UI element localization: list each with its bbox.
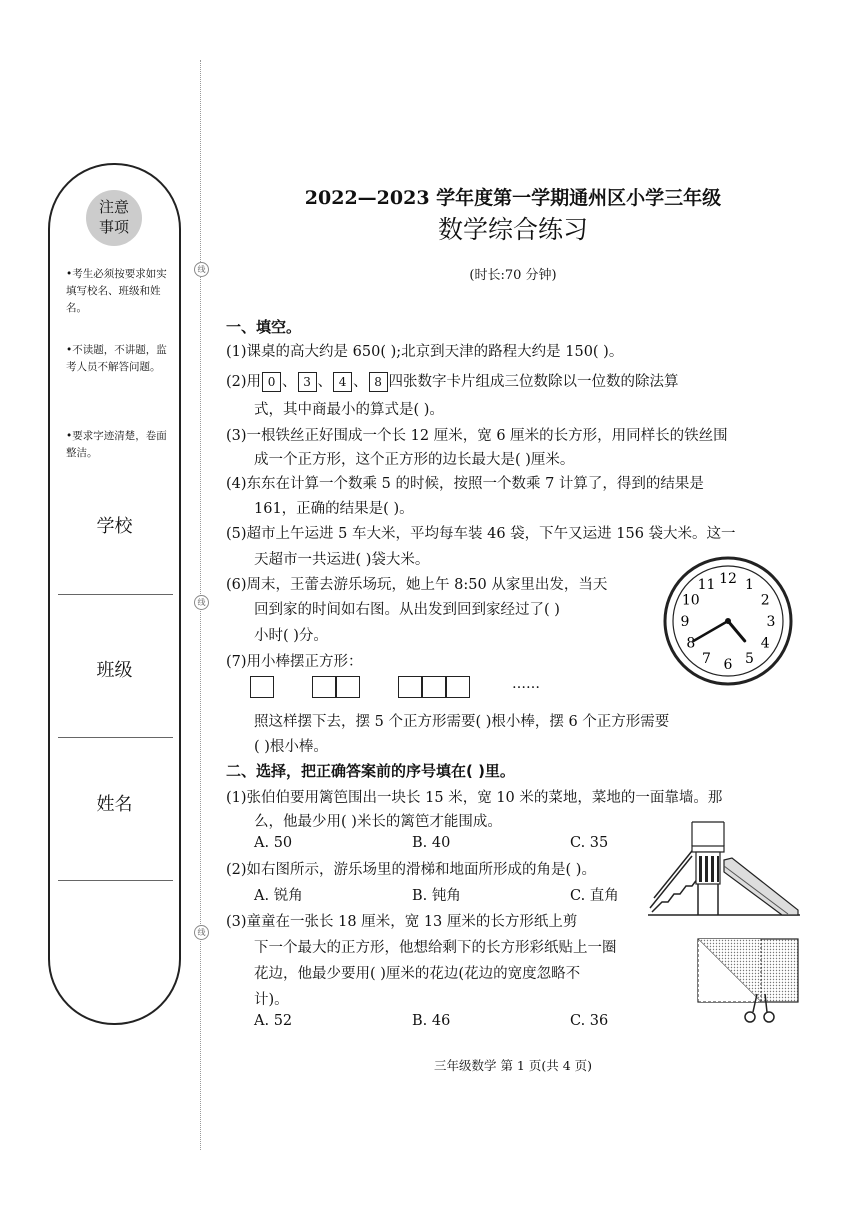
clock-numeral: 4 xyxy=(760,635,770,652)
digit-card-3: 3 xyxy=(298,372,317,392)
q2-2-option-c: C. 直角 xyxy=(570,888,619,904)
cut-mark: 线 xyxy=(194,595,209,610)
question-1-7-line2: 照这样摆下去，摆 5 个正方形需要( )根小棒，摆 6 个正方形需要 xyxy=(254,714,670,730)
rule-3: •要求字迹清楚，卷面整洁。 xyxy=(66,430,167,459)
question-1-6-line3: 小时( )分。 xyxy=(254,628,328,644)
question-1-4-line2: 161，正确的结果是( )。 xyxy=(254,501,414,517)
school-field-label: 学校 xyxy=(96,516,133,537)
question-1-5-line2: 天超市一共运进( )袋大米。 xyxy=(254,552,430,568)
question-1-7-line1: (7)用小棒摆正方形： xyxy=(226,654,363,670)
clock-numeral: 1 xyxy=(745,576,754,593)
exam-subtitle: 数学综合练习 xyxy=(437,215,588,244)
q2-2-option-b: B. 钝角 xyxy=(412,888,461,904)
stick-square xyxy=(312,676,336,698)
clock-numeral: 7 xyxy=(702,651,711,668)
notice-line2: 事项 xyxy=(98,218,129,236)
stick-square xyxy=(336,676,360,698)
clock-numeral: 8 xyxy=(686,635,696,652)
name-field-label: 姓名 xyxy=(96,794,133,815)
digit-card-8: 8 xyxy=(369,372,388,392)
paper-cut-figure xyxy=(697,936,800,1026)
clock-numeral: 10 xyxy=(681,592,700,609)
question-2-1-line2: 么，他最少用( )米长的篱笆才能围成。 xyxy=(254,814,502,830)
exam-title: 2022—2023 学年度第一学期通州区小学三年级 xyxy=(304,187,722,209)
stick-square xyxy=(398,676,422,698)
class-field-label: 班级 xyxy=(96,660,133,681)
stick-squares-figure xyxy=(250,676,490,702)
clock-figure xyxy=(658,556,798,686)
slide-figure xyxy=(648,810,800,920)
stick-square xyxy=(422,676,446,698)
clock-numeral: 12 xyxy=(719,571,737,587)
question-2-2-line1: (2)如右图所示，游乐场里的滑梯和地面所形成的角是( )。 xyxy=(226,862,596,878)
clock-numeral: 6 xyxy=(723,657,733,673)
clock-numeral: 9 xyxy=(680,614,690,630)
divider xyxy=(58,880,173,881)
q2-1-option-a: A. 50 xyxy=(254,835,293,851)
question-2-3-line3: 花边，他最少要用( )厘米的花边(花边的宽度忽略不 xyxy=(254,966,581,982)
clock-center xyxy=(725,618,731,624)
stair-rail xyxy=(654,846,696,898)
q2-prefix: (2)用 xyxy=(226,374,262,390)
digit-card-0: 0 xyxy=(262,372,281,392)
clock-numeral: 5 xyxy=(745,651,754,668)
question-2-1-line1: (1)张伯伯要用篱笆围出一块长 15 米，宽 10 米的菜地，菜地的一面靠墙。那 xyxy=(226,790,723,806)
question-1-6-line1: (6)周末，王蕾去游乐场玩，她上午 8:50 从家里出发，当天 xyxy=(226,577,608,593)
question-1-3-line2: 成一个正方形，这个正方形的边长最大是( )厘米。 xyxy=(254,452,575,468)
cut-mark: 线 xyxy=(194,925,209,940)
question-1-5-line1: (5)超市上午运进 5 车大米，平均每车装 46 袋，下午又运进 156 袋大米。这一 xyxy=(226,526,736,542)
stick-square xyxy=(250,676,274,698)
q2-3-option-a: A. 52 xyxy=(254,1013,293,1029)
exam-duration: (时长:70 分钟) xyxy=(469,268,557,283)
digit-card-4: 4 xyxy=(333,372,352,392)
q2-1-option-c: C. 35 xyxy=(570,835,609,851)
section1-heading: 一、填空。 xyxy=(226,318,302,336)
stair-rail xyxy=(650,856,692,908)
slide-chute xyxy=(724,858,798,915)
q2-3-option-c: C. 36 xyxy=(570,1013,609,1029)
rule-2: •不读题，不讲题，监考人员不解答问题。 xyxy=(66,344,167,373)
question-2-3-line4: 计)。 xyxy=(254,992,289,1008)
question-1-2-line2: 式，其中商最小的算式是( )。 xyxy=(254,402,444,418)
cut-mark: 线 xyxy=(194,262,209,277)
question-1-7-line3: ( )根小棒。 xyxy=(254,739,328,755)
notice-badge xyxy=(86,190,142,246)
clock-numeral: 3 xyxy=(766,614,776,630)
clock-numeral: 2 xyxy=(760,592,770,609)
question-1-3-line1: (3)一根铁丝正好围成一个长 12 厘米，宽 6 厘米的长方形，用同样长的铁丝围 xyxy=(226,428,728,444)
question-2-3-line2: 下一个最大的正方形，他想给剩下的长方形彩纸贴上一圈 xyxy=(254,940,617,956)
question-1-1: (1)课桌的高大约是 650( );北京到天津的路程大约是 150( )。 xyxy=(226,344,624,360)
q2-suffix: 四张数字卡片组成三位数除以一位数的除法算 xyxy=(388,374,679,390)
question-1-4-line1: (4)东东在计算一个数乘 5 的时候，按照一个数乘 7 计算了，得到的结果是 xyxy=(226,476,704,492)
question-1-6-line2: 回到家的时间如右图。从出发到回到家经过了( ) xyxy=(254,602,560,618)
question-2-3-line1: (3)童童在一张长 18 厘米，宽 13 厘米的长方形纸上剪 xyxy=(226,914,578,930)
q2-3-option-b: B. 46 xyxy=(412,1013,451,1029)
tower-top xyxy=(692,846,724,852)
q2-1-option-b: B. 40 xyxy=(412,835,451,851)
q2-2-option-a: A. 锐角 xyxy=(254,888,303,904)
stick-square xyxy=(446,676,470,698)
divider xyxy=(58,594,173,595)
question-1-2-line1: (2)用 0 、 3 、 4 、 8 四张数字卡片组成三位数除以一位数的除法算 xyxy=(226,374,679,390)
clock-numeral: 11 xyxy=(697,576,716,593)
stick-continue-dots: …… xyxy=(512,676,540,692)
notice-line1: 注意 xyxy=(98,198,129,216)
page-footer: 三年级数学 第 1 页(共 4 页) xyxy=(433,1058,593,1073)
rule-1: •考生必须按要求如实填写校名、班级和姓名。 xyxy=(66,268,167,314)
divider xyxy=(58,737,173,738)
section2-heading: 二、选择，把正确答案前的序号填在( )里。 xyxy=(226,762,515,780)
